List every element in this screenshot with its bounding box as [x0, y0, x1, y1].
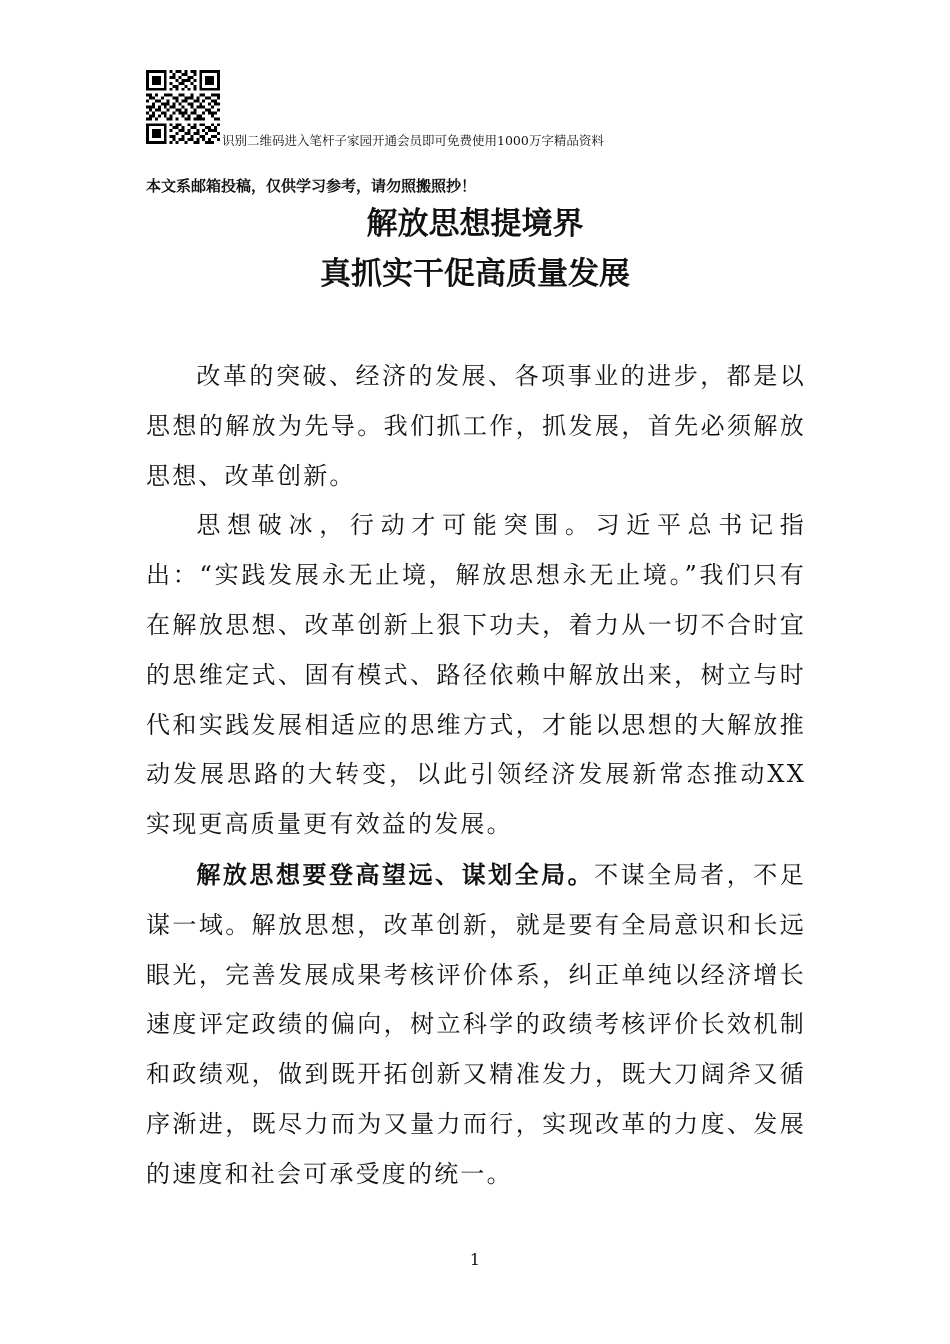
paragraph-3 — [146, 850, 806, 1200]
paragraph-3-text: 不谋全局者，不足谋一域。解放思想，改革创新，就是要有全局意识和长远眼光，完善发展成果考核评价体系，纠正单纯以经济增长速度评定政绩的偏向，树立科学的政绩考核评价长效机制和政绩观，做到既开拓创新又精准发力，既大刀阔斧又循序渐进，既尽力而为又量力而行，实现改革的力度、发展的速度和社会可承受度的统一。 — [146, 860, 806, 1188]
qr-code-graphic — [146, 70, 220, 144]
paragraph-2 — [146, 501, 806, 850]
paragraph-2-text: 思想破冰，行动才可能突围。习近平总书记指出：“实践发展永无止境，解放思想永无止境。”我们只有在解放思想、改革创新上狠下功夫，着力从一切不合时宜的思维定式、固有模式、路径依赖中解放出来，树立与时代和实践发展相适应的思维方式，才能以思想的大解放推动发展思路的大转变，以此引领经济发展新常态推动XX实现更高质量更有效益的发展。 — [146, 511, 806, 839]
page-number: 1 — [469, 1250, 481, 1269]
paragraph-3-lead: 解放思想要登高望远、谋划全局。 — [196, 859, 595, 889]
document-title-line-2: 真抓实干促高质量发展 — [320, 256, 630, 292]
paragraph-1-text: 改革的突破、经济的发展、各项事业的进步，都是以思想的解放为先导。我们抓工作，抓发展，首先必须解放思想、改革创新。 — [146, 362, 806, 490]
submission-notice: 本文系邮箱投稿，仅供学习参考，请勿照搬照抄！ — [146, 177, 477, 195]
document-body — [146, 352, 806, 1200]
document-title-line-1: 解放思想提境界 — [366, 206, 584, 242]
paragraph-1 — [146, 352, 806, 501]
qr-code-icon — [146, 70, 220, 144]
qr-caption: 识别二维码进入笔杆子家园开通会员即可免费使用1000万字精品资料 — [222, 133, 604, 148]
